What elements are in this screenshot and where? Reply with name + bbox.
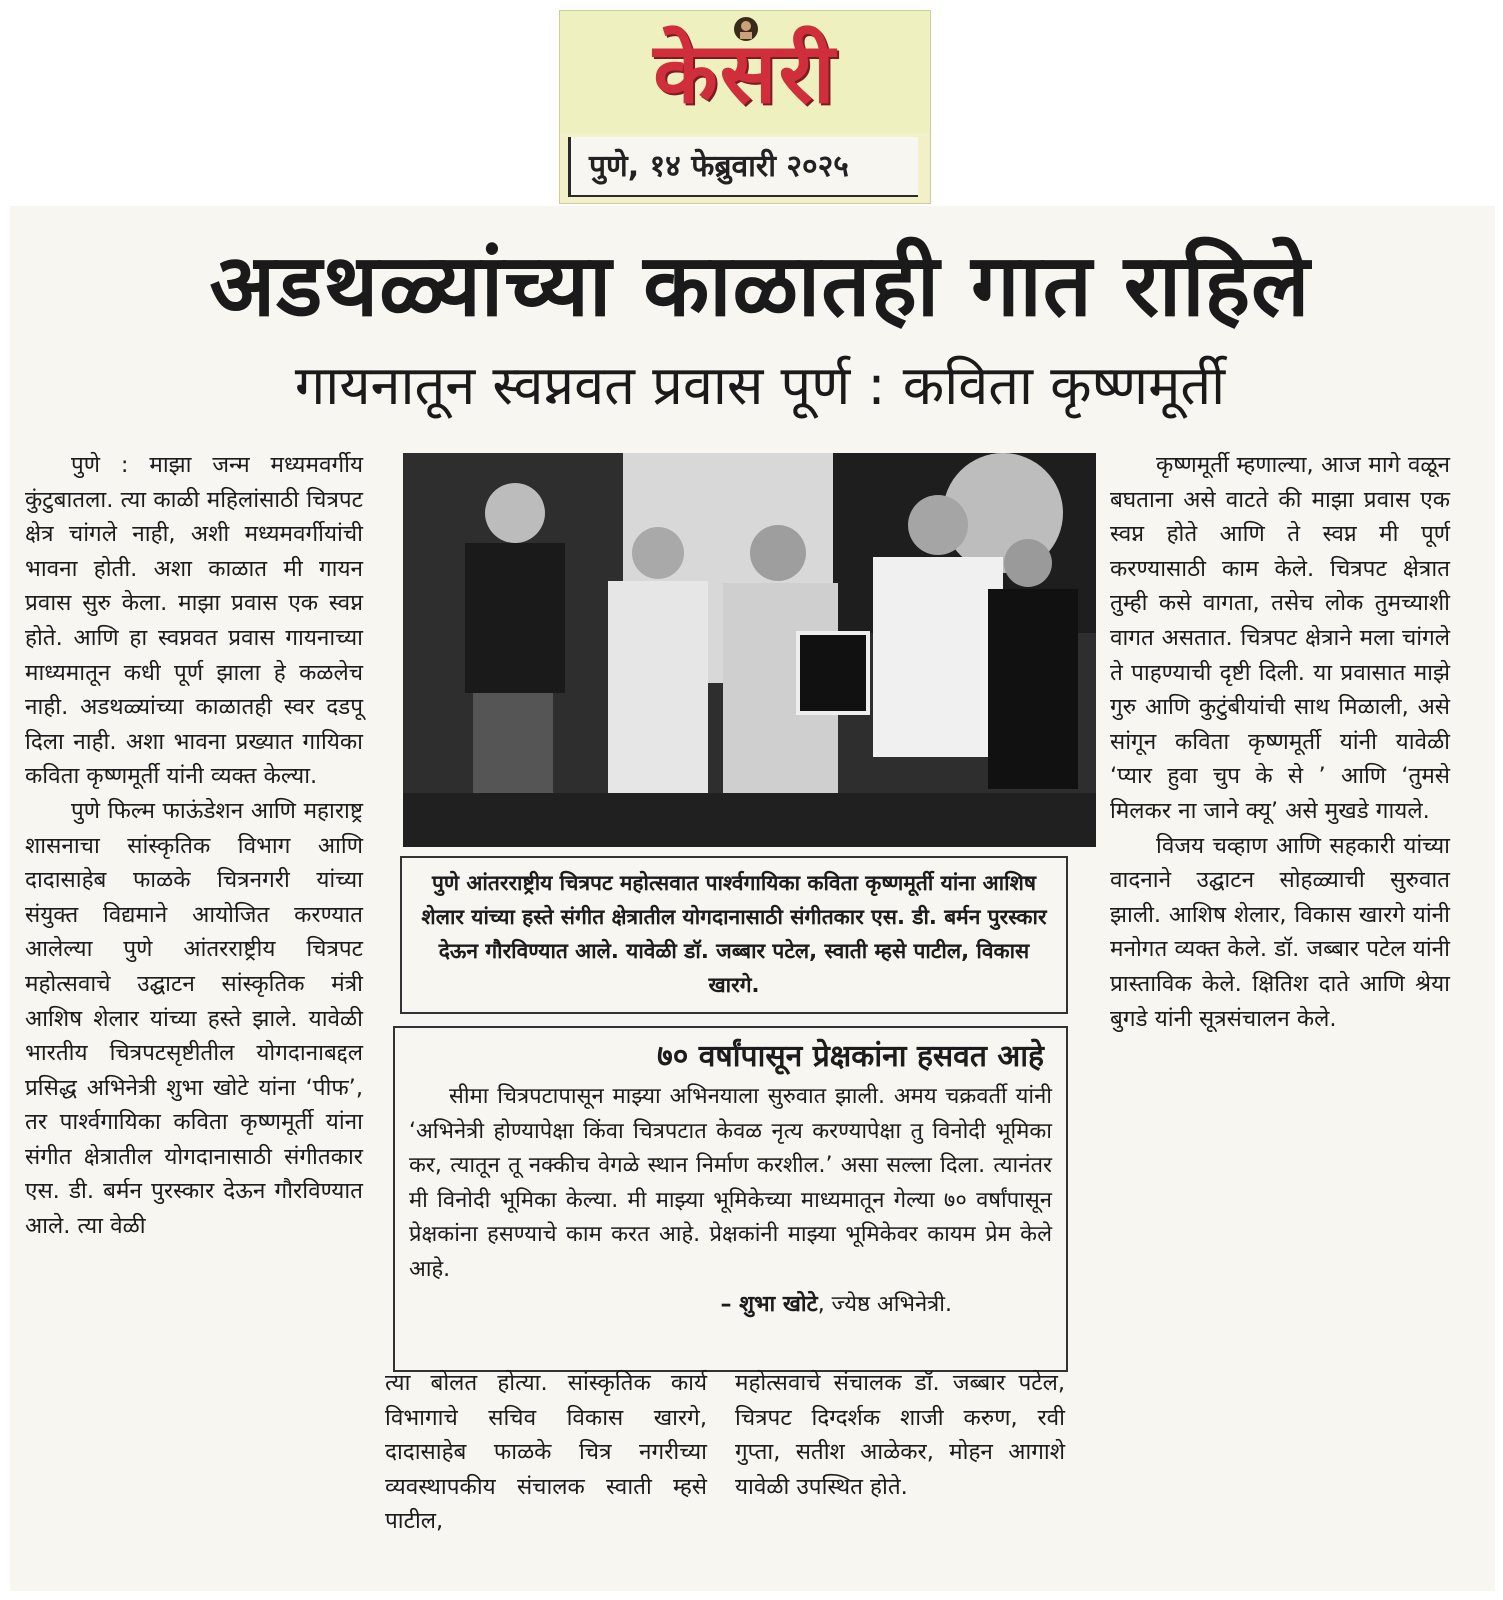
paragraph: पुणे : माझा जन्म मध्यमवर्गीय कुंटुबातला. त्या काळी महिलांसाठी चित्रपट क्षेत्र चांगले नाही, अशी मध्यमवर्गीयांची भावना होती. अशा काळात मी गायन प्रवास सुरु केला. माझा प्रवास एक स्वप्न होते. आणि हा स्वप्नवत प्रवास गायनाच्या माध्यमातून कधी पूर्ण झाला हे कळलेच नाही. अडथळ्यांच्या काळातही स्वर दडपू दिला नाही. अशा भावना प्रख्यात गायिका कविता कृष्णमूर्ती यांनी व्यक्त केल्या. <box>25 452 363 790</box>
headline: अडथळ्यांच्या काळातही गात राहिले <box>209 236 1311 336</box>
newspaper-logo: केसरी <box>653 24 837 122</box>
award-photo <box>403 453 1096 847</box>
quote-attribution <box>409 1287 952 1323</box>
article-clipping <box>10 206 1495 1591</box>
left-column <box>25 448 363 1244</box>
quote-author: – शुभा खोटे <box>720 1292 818 1317</box>
paragraph: त्या बोलत होत्या. सांस्कृतिक कार्य विभागाचे सचिव विकास खारगे, दादासाहेब फाळके चित्र नगरीच्या व्यवस्थापकीय संचालक स्वाती म्हसे पाटील, <box>385 1370 707 1535</box>
paragraph: विजय चव्हाण आणि सहकारी यांच्या वादनाने उद्घाटन सोहळ्याची सुरुवात झाली. आशिष शेलार, विकास खारगे यांनी मनोगत व्यक्त केले. डॉ. जब्बार पटेल यांनी प्रास्ताविक केले. क्षितिश दाते आणि श्रेया बुगडे यांनी सूत्रसंचालन केले. <box>1110 832 1450 1032</box>
bottom-right-middle-column <box>735 1366 1065 1504</box>
quote-body: सीमा चित्रपटापासून माझ्या अभिनयाला सुरुवात झाली. अमय चक्रवर्ती यांनी ‘अभिनेत्री होण्यापेक्षा किंवा चित्रपटात केवळ नृत्य करण्यापेक्षा तु विनोदी भूमिका कर, त्यातून तू नक्कीच वेगळे स्थान निर्माण करशील.’ असा सल्ला दिला. त्यानंतर मी विनोदी भूमिका केल्या. मी माझ्या भूमिकेच्या माध्यमातून गेल्या ७० वर्षांपासून प्रेक्षकांना हसण्याचे काम करत आहे. प्रेक्षकांनी माझ्या भूमिकेवर कायम प्रेम केले आहे. <box>409 1084 1052 1282</box>
quote-author-role: , ज्येष्ठ अभिनेत्री. <box>817 1292 952 1317</box>
bottom-middle-column <box>385 1366 707 1539</box>
paragraph: पुणे फिल्म फाऊंडेशन आणि महाराष्ट्र शासनाचा सांस्कृतिक विभाग आणि दादासाहेब फाळके चित्रनगरी यांच्या संयुक्त विद्यमाने आयोजित करण्यात आलेल्या पुणे आंतरराष्ट्रीय चित्रपट महोत्सवाचे उद्घाटन सांस्कृतिक मंत्री आशिष शेलार यांच्या हस्ते झाले. यावेळी भारतीय चित्रपटसृष्टीतील योगदानाबद्दल प्रसिद्ध अभिनेत्री शुभा खोटे यांना ‘पीफ’, तर पार्श्वगायिका कविता कृष्णमूर्ती यांना संगीत क्षेत्रातील योगदानासाठी संगीतकार एस. डी. बर्मन पुरस्कार देऊन गौरविण्यात आले. त्या वेळी <box>25 797 363 1240</box>
subheadline: गायनातून स्वप्नवत प्रवास पूर्ण : कविता कृष्णमूर्ती <box>294 354 1226 417</box>
masthead <box>559 10 931 204</box>
paragraph: महोत्सवाचे संचालक डॉ. जब्बार पटेल, चित्रपट दिग्दर्शक शाजी करुण, रवी गुप्ता, सतीश आळेकर, मोहन आगाशे यावेळी उपस्थित होते. <box>735 1370 1065 1500</box>
photo-illustration <box>403 453 1096 847</box>
dateline: पुणे, १४ फेब्रुवारी २०२५ <box>568 137 918 197</box>
paragraph: कृष्णमूर्ती म्हणाल्या, आज मागे वळून बघताना असे वाटते की माझा प्रवास एक स्वप्न होते आणि ते स्वप्न मी पूर्ण करण्यासाठी काम केले. चित्रपट क्षेत्रात तुम्ही कसे वागता, तसेच लोक तुमच्याशी वागत असतात. चित्रपट क्षेत्राने मला चांगले ते पाहण्याची दृष्टी दिली. या प्रवासात माझे गुरु आणि कुटुंबीयांची साथ मिळाली, असे सांगून कविता कृष्णमूर्ती यांनी यावेळी ‘प्यार हुवा चुप के से ’ आणि ‘तुमसे मिलकर ना जाने क्यू’ असे मुखडे गायले. <box>1110 452 1450 824</box>
right-column <box>1110 448 1450 1036</box>
photo-caption: पुणे आंतरराष्ट्रीय चित्रपट महोत्सवात पार्श्वगायिका कविता कृष्णमूर्ती यांना आशिष शेलार यांच्या हस्ते संगीत क्षेत्रातील योगदानासाठी संगीतकार एस. डी. बर्मन पुरस्कार देऊन गौरविण्यात आले. यावेळी डॉ. जब्बार पटेल, स्वाती म्हसे पाटील, विकास खारगे. <box>400 856 1068 1014</box>
quote-box <box>393 1026 1068 1372</box>
quote-title: ७० वर्षांपासून प्रेक्षकांना हसवत आहे <box>657 1039 1044 1074</box>
